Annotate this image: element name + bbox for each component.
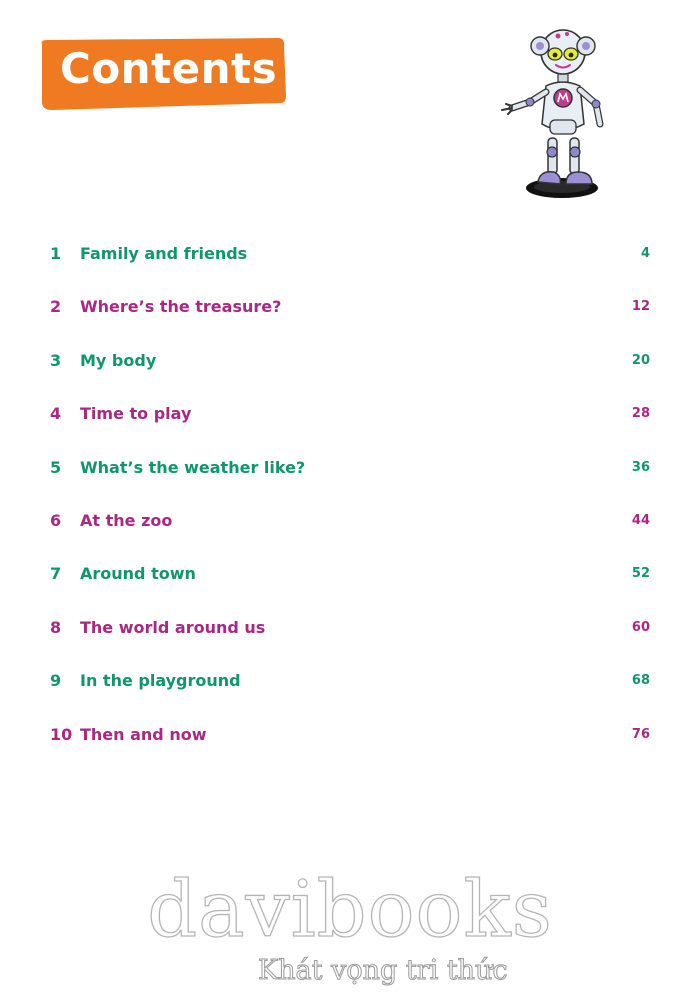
toc-entry-page: 20 [631,353,650,368]
robot-icon [500,20,625,210]
toc-entry-number: 2 [50,297,62,316]
toc-entry-title: Time to play [80,404,192,423]
toc-entry-number: 10 [50,725,73,744]
toc-entry-page: 52 [631,566,650,581]
toc-entry[interactable] [0,400,700,430]
toc-entry[interactable] [0,667,700,697]
toc-entry-number: 7 [50,564,62,583]
watermark-brand: davibooks [147,865,553,955]
toc-entry-page: 12 [631,299,650,314]
toc-entry-number: 1 [50,244,62,263]
toc-entry[interactable] [0,293,700,323]
toc-entry[interactable] [0,347,700,377]
toc-entry-title: My body [80,351,157,370]
toc-entry[interactable] [0,560,700,590]
toc-entry-page: 68 [631,673,650,688]
toc-entry-page: 4 [640,246,650,261]
watermark-slogan: Khát vọng tri thức [258,955,508,986]
toc-entry-page: 36 [631,460,650,475]
toc-entry[interactable] [0,454,700,484]
toc-entry[interactable] [0,507,700,537]
toc-entry-title: At the zoo [80,511,173,530]
toc-entry-title: Then and now [80,725,207,744]
toc-entry-title: Around town [80,564,196,583]
toc-entry-title: Family and friends [80,244,248,263]
toc-entry-number: 3 [50,351,62,370]
toc-entry-page: 44 [631,513,650,528]
toc-entry[interactable] [0,721,700,751]
toc-entry-number: 6 [50,511,62,530]
toc-entry-number: 9 [50,671,62,690]
toc-entry-title: Where’s the treasure? [80,297,282,316]
toc-entry-title: What’s the weather like? [80,458,306,477]
toc-entry-number: 4 [50,404,62,423]
toc-entry-page: 76 [631,727,650,742]
toc-entry[interactable] [0,240,700,270]
toc-entry-number: 8 [50,618,62,637]
toc-entry-title: The world around us [80,618,266,637]
toc-entry-number: 5 [50,458,62,477]
toc-entry-page: 28 [631,406,650,421]
toc-entry[interactable] [0,614,700,644]
toc-entry-title: In the playground [80,671,241,690]
contents-banner [38,38,286,110]
toc-entry-page: 60 [631,620,650,635]
page-title: Contents [60,44,278,93]
